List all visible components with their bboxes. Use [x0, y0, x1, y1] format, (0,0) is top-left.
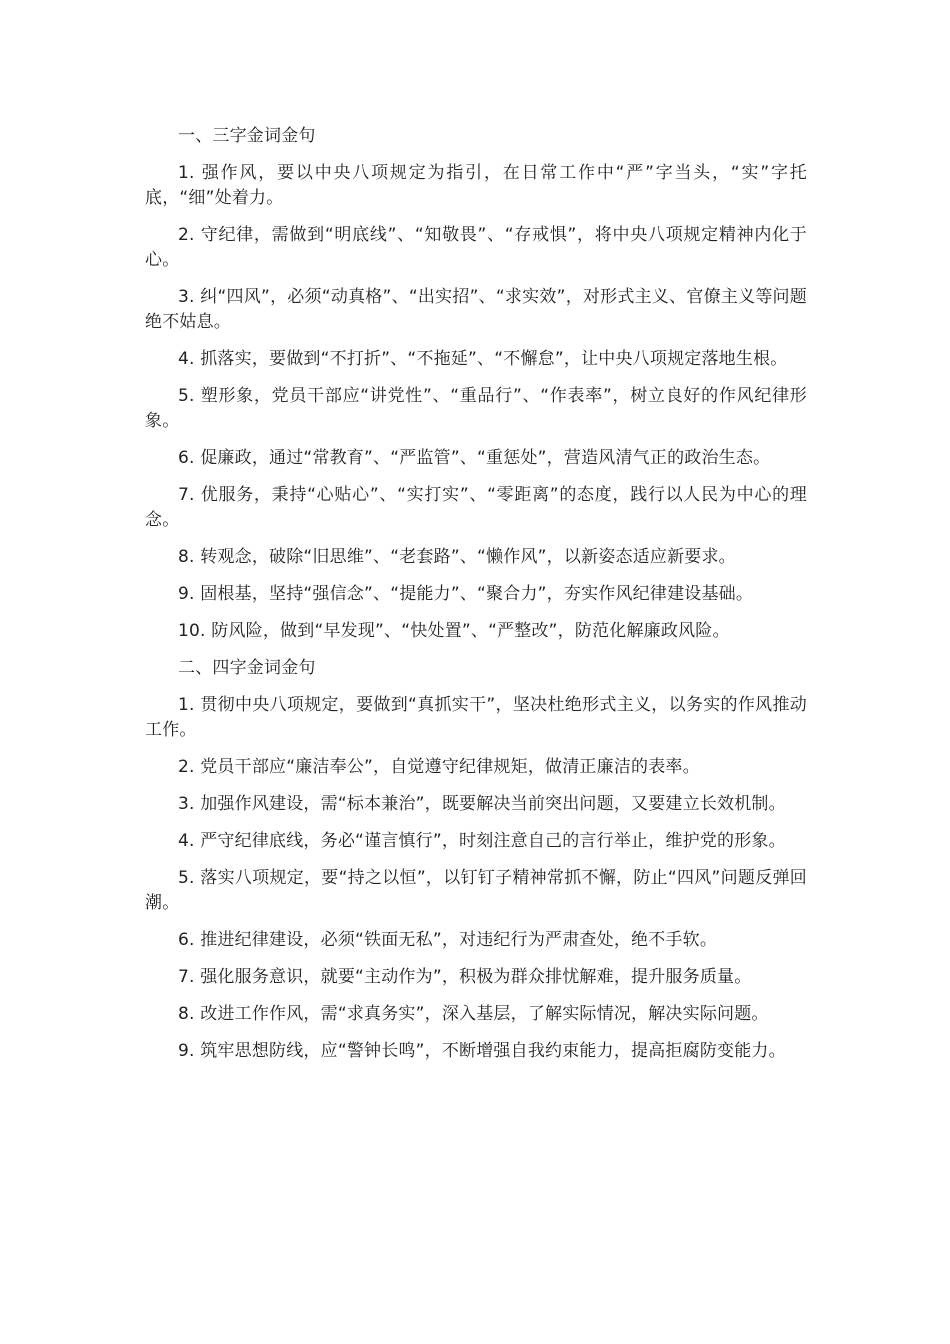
- list-item: 1. 强作风，要以中央八项规定为指引，在日常工作中“严”字当头，“实”字托底，“细”处着力。: [145, 163, 807, 208]
- list-item: 3. 加强作风建设，需“标本兼治”，既要解决当前突出问题，又要建立长效机制。: [178, 794, 786, 814]
- list-item: 1. 贯彻中央八项规定，要做到“真抓实干”，坚决杜绝形式主义，以务实的作风推动工作。: [145, 695, 807, 740]
- list-item: 6. 推进纪律建设，必须“铁面无私”，对违纪行为严肃查处，绝不手软。: [178, 930, 718, 950]
- list-item: 2. 党员干部应“廉洁奉公”，自觉遵守纪律规矩，做清正廉洁的表率。: [178, 757, 700, 777]
- list-item: 7. 强化服务意识，就要“主动作为”，积极为群众排忧解难，提升服务质量。: [178, 967, 752, 987]
- list-item: 10. 防风险，做到“早发现”、“快处置”、“严整改”，防范化解廉政风险。: [178, 621, 730, 641]
- section-heading: 二、四字金词金句: [178, 658, 316, 678]
- section-heading: 一、三字金词金句: [178, 126, 316, 146]
- list-item: 3. 纠“四风”，必须“动真格”、“出实招”、“求实效”，对形式主义、官僚主义等问题绝不姑息。: [145, 287, 807, 332]
- list-item: 7. 优服务，秉持“心贴心”、“实打实”、“零距离”的态度，践行以人民为中心的理念。: [145, 485, 807, 530]
- list-item: 9. 筑牢思想防线，应“警钟长鸣”，不断增强自我约束能力，提高拒腐防变能力。: [178, 1041, 786, 1061]
- list-item: 8. 改进工作作风，需“求真务实”，深入基层，了解实际情况，解决实际问题。: [178, 1004, 769, 1024]
- list-item: 4. 严守纪律底线，务必“谨言慎行”，时刻注意自己的言行举止，维护党的形象。: [178, 831, 786, 851]
- list-item: 5. 塑形象，党员干部应“讲党性”、“重品行”、“作表率”，树立良好的作风纪律形象。: [145, 386, 807, 431]
- list-item: 6. 促廉政，通过“常教育”、“严监管”、“重惩处”，营造风清气正的政治生态。: [178, 448, 771, 468]
- list-item: 9. 固根基，坚持“强信念”、“提能力”、“聚合力”，夯实作风纪律建设基础。: [178, 584, 754, 604]
- list-item: 5. 落实八项规定，要“持之以恒”，以钉钉子精神常抓不懈，防止“四风”问题反弹回潮。: [145, 868, 807, 913]
- list-item: 8. 转观念，破除“旧思维”、“老套路”、“懒作风”，以新姿态适应新要求。: [178, 547, 736, 567]
- list-item: 4. 抓落实，要做到“不打折”、“不拖延”、“不懈怠”，让中央八项规定落地生根。: [178, 349, 788, 369]
- document-body: [145, 124, 807, 1076]
- list-item: 2. 守纪律，需做到“明底线”、“知敬畏”、“存戒惧”，将中央八项规定精神内化于心。: [145, 225, 807, 270]
